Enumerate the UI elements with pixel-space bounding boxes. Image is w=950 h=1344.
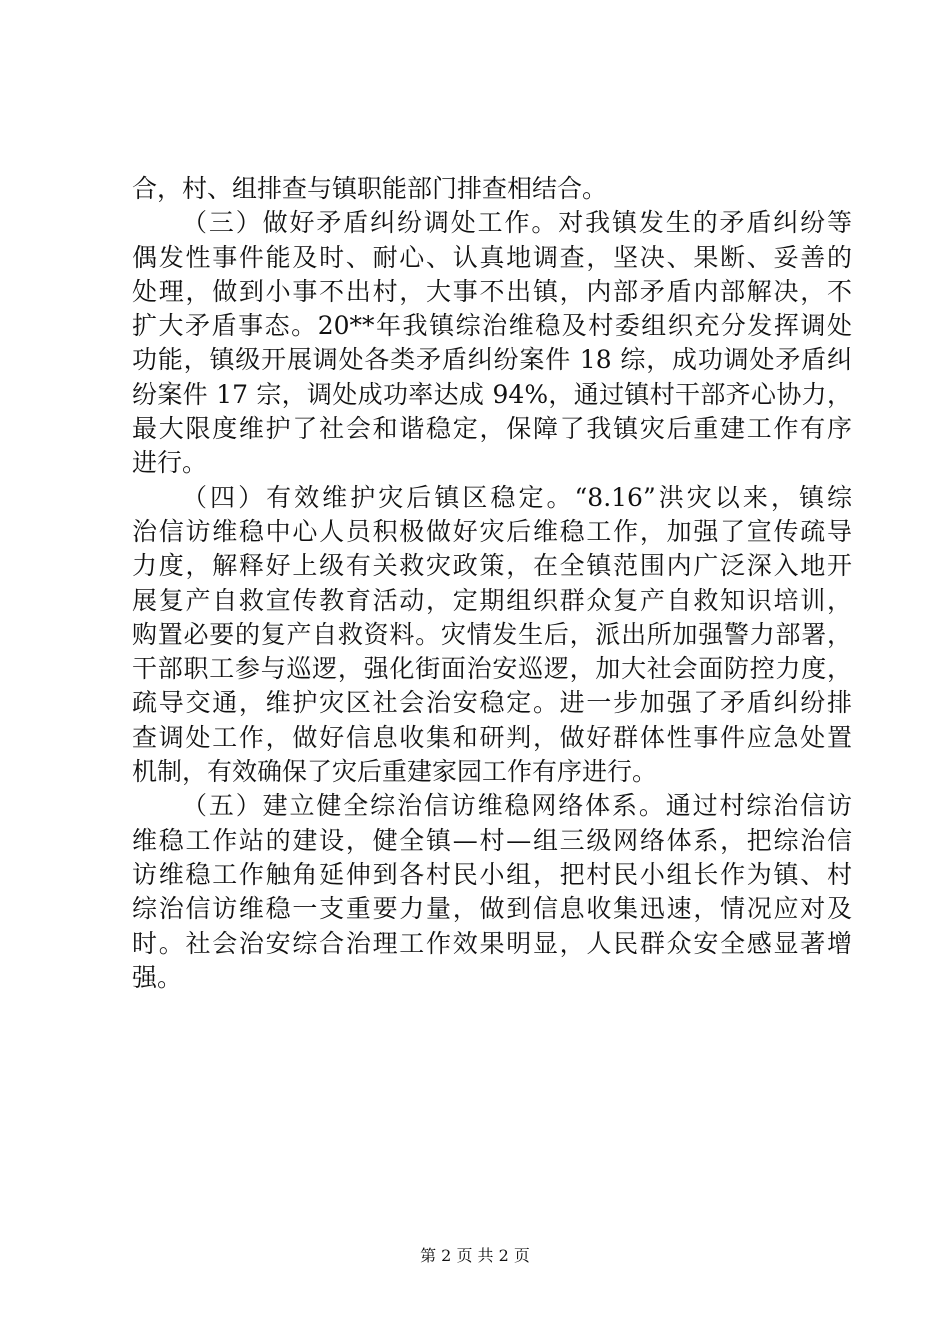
- text-line: 强。: [132, 962, 183, 992]
- text-line: 进行。: [132, 448, 208, 478]
- text-line: 干部职工参与巡逻，强化街面治安巡逻，加大社会面防控力度，: [132, 654, 852, 684]
- text-line: 综治信访维稳一支重要力量，做到信息收集迅速，情况应对及: [132, 894, 852, 924]
- text-line: 纷案件 17 宗，调处成功率达成 94%，通过镇村干部齐心协力，: [132, 379, 852, 409]
- paragraph-heading-5: （五）建立健全综治信访维稳网络体系。通过村综治信访: [182, 791, 852, 821]
- text-line: 查调处工作，做好信息收集和研判，做好群体性事件应急处置: [132, 722, 852, 752]
- text-line: 时。社会治安综合治理工作效果明显，人民群众安全感显著增: [132, 928, 852, 958]
- paragraph-heading-3: （三）做好矛盾纠纷调处工作。对我镇发生的矛盾纠纷等: [182, 208, 852, 238]
- text-line: 展复产自救宣传教育活动，定期组织群众复产自救知识培训，: [132, 585, 852, 615]
- text-line: 最大限度维护了社会和谐稳定，保障了我镇灾后重建工作有序: [132, 414, 852, 444]
- text-line: 合，村、组排查与镇职能部门排查相结合。: [132, 174, 608, 203]
- text-line: 力度，解释好上级有关救灾政策，在全镇范围内广泛深入地开: [132, 551, 852, 581]
- text-line: 扩大矛盾事态。20**年我镇综治维稳及村委组织充分发挥调处: [132, 311, 852, 341]
- paragraph-heading-4: （四）有效维护灾后镇区稳定。“8.16”洪灾以来，镇综: [182, 482, 852, 512]
- text-line: 治信访维稳中心人员积极做好灾后维稳工作，加强了宣传疏导: [132, 516, 852, 546]
- text-line: 功能，镇级开展调处各类矛盾纠纷案件 18 综，成功调处矛盾纠: [132, 345, 852, 375]
- text-line: 处理，做到小事不出村，大事不出镇，内部矛盾内部解决，不: [132, 276, 852, 306]
- text-line: 购置必要的复产自救资料。灾情发生后，派出所加强警力部署，: [132, 619, 852, 649]
- text-line: 疏导交通，维护灾区社会治安稳定。进一步加强了矛盾纠纷排: [132, 688, 852, 718]
- text-line: 偶发性事件能及时、耐心、认真地调查，坚决、果断、妥善的: [132, 242, 852, 272]
- text-line: 访维稳工作触角延伸到各村民小组，把村民小组长作为镇、村: [132, 859, 852, 889]
- document-body: [132, 172, 852, 995]
- page-footer: 第 2 页 共 2 页: [420, 1246, 530, 1265]
- text-line: 维稳工作站的建设，健全镇—村—组三级网络体系，把综治信: [132, 825, 852, 855]
- text-line: 机制，有效确保了灾后重建家园工作有序进行。: [132, 757, 658, 787]
